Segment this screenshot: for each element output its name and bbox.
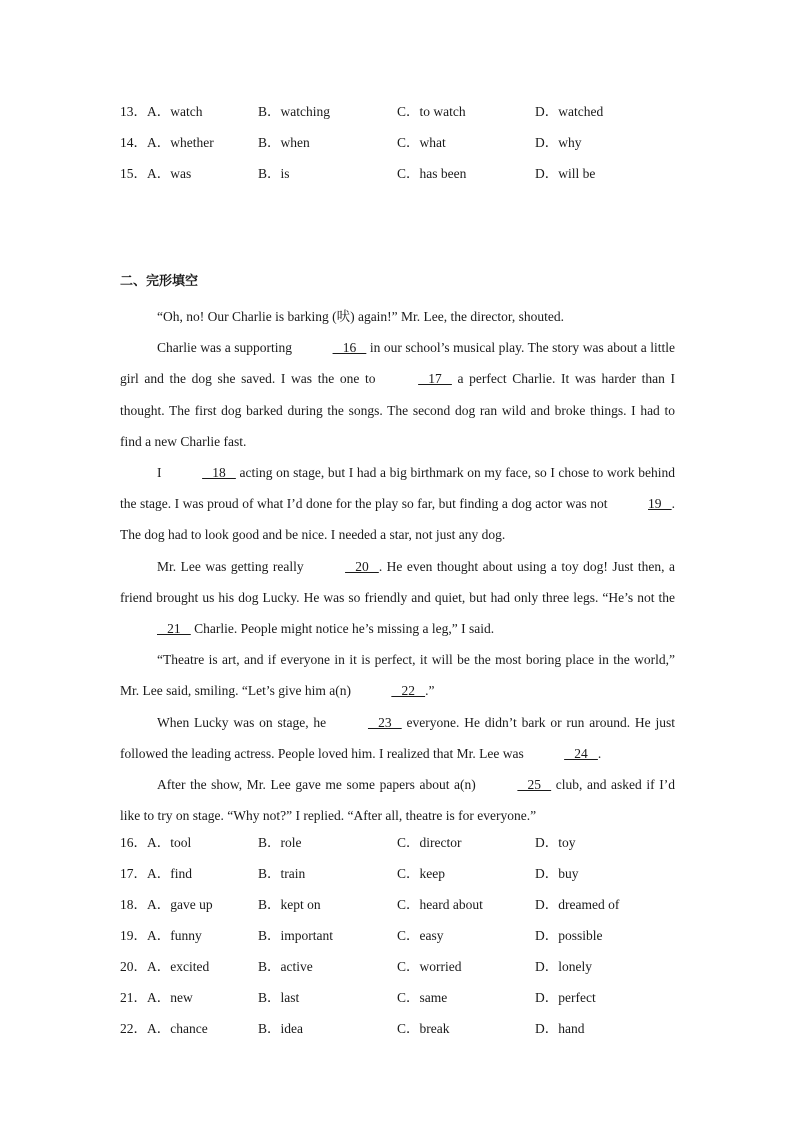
- option-b: B．last: [258, 990, 300, 1006]
- passage-paragraph: “Oh, no! Our Charlie is barking (吠) again!” Mr. Lee, the director, shouted.: [157, 309, 564, 324]
- option-d: D．toy: [535, 835, 576, 851]
- option-c: C．has been: [397, 166, 467, 181]
- passage-paragraph: I 18 acting on stage, but I had a big birthmark on my face, so I chose to work behind the stage. I was proud of what I’d done for the play so far, but finding a dog actor was not 19 . The dog had to look good and be nice. I needed a star, not just any dog.: [120, 457, 675, 551]
- option-b: B．train: [258, 866, 306, 882]
- option-row: [120, 862, 675, 893]
- option-row: [120, 131, 675, 162]
- blank-24: 24: [564, 745, 598, 761]
- passage-paragraph: Charlie was a supporting 16 in our school’s musical play. The story was about a little girl and the dog she saved. I was the one to 17 a perfect Charlie. It was harder than I thought. The first dog barked during the songs. The second dog ran wild and broke things. I had to find a new Charlie fast.: [120, 332, 675, 457]
- option-d: D．possible: [535, 928, 603, 944]
- option-row: [120, 831, 675, 862]
- option-row: [120, 955, 675, 986]
- option-d: D．why: [535, 135, 582, 150]
- option-b: B．idea: [258, 1021, 303, 1037]
- option-d: D．lonely: [535, 959, 592, 975]
- option-b: B．watching: [258, 104, 330, 119]
- option-b: B．active: [258, 959, 313, 975]
- option-a: 20．A．excited: [120, 959, 210, 975]
- passage-paragraph: “Theatre is art, and if everyone in it is perfect, it will be the most boring place in the world,” Mr. Lee said, smiling. “Let’s give him a(n) 22 .”: [120, 644, 675, 706]
- option-d: D．perfect: [535, 990, 596, 1006]
- option-b: B．important: [258, 928, 333, 944]
- options-top: [120, 100, 675, 193]
- exam-page: [120, 100, 675, 1048]
- blank-17: 17: [418, 371, 452, 387]
- option-row: [120, 924, 675, 955]
- option-row: [120, 893, 675, 924]
- section-title: 二、完形填空: [120, 274, 199, 289]
- option-a: 19．A．funny: [120, 928, 202, 944]
- option-d: D．watched: [535, 104, 604, 119]
- option-b: B．is: [258, 166, 290, 181]
- option-b: B．when: [258, 135, 310, 150]
- option-b: B．kept on: [258, 897, 321, 913]
- options-bottom: [120, 831, 675, 1048]
- option-row: [120, 1017, 675, 1048]
- option-row: [120, 162, 675, 193]
- blank-23: 23: [367, 714, 402, 730]
- option-a: 18．A．gave up: [120, 897, 213, 913]
- blank-18: 18: [202, 465, 236, 481]
- option-c: C．director: [397, 835, 462, 851]
- blank-16: 16: [332, 340, 367, 356]
- option-d: D．hand: [535, 1021, 585, 1037]
- option-b: B．role: [258, 835, 302, 851]
- option-c: C．what: [397, 135, 446, 150]
- option-a: 22．A．chance: [120, 1021, 208, 1037]
- passage-paragraph: Mr. Lee was getting really 20 . He even thought about using a toy dog! Just then, a friend brought us his dog Lucky. He was so friendly and quiet, but had only three legs. “He’s not the 21 Charlie. People might notice he’s missing a leg,” I said.: [120, 551, 675, 645]
- option-c: C．keep: [397, 866, 445, 882]
- option-a: 21．A．new: [120, 990, 193, 1006]
- option-row: [120, 986, 675, 1017]
- blank-25: 25: [517, 777, 552, 793]
- option-c: C．same: [397, 990, 448, 1006]
- option-row: [120, 100, 675, 131]
- option-c: C．easy: [397, 928, 444, 944]
- option-a: 15．A．was: [120, 166, 192, 181]
- option-c: C．heard about: [397, 897, 483, 913]
- blank-22: 22: [391, 683, 426, 699]
- option-a: 16．A．tool: [120, 835, 192, 851]
- option-d: D．dreamed of: [535, 897, 620, 913]
- option-c: C．worried: [397, 959, 462, 975]
- passage-paragraph: After the show, Mr. Lee gave me some papers about a(n) 25 club, and asked if I’d like to try on stage. “Why not?” I replied. “After all, theatre is for everyone.”: [120, 769, 675, 831]
- option-d: D．buy: [535, 866, 579, 882]
- passage-paragraph: When Lucky was on stage, he 23 everyone. He didn’t bark or run around. He just followed the leading actress. People loved him. I realized that Mr. Lee was 24 .: [120, 707, 675, 769]
- option-c: C．to watch: [397, 104, 466, 119]
- option-a: 17．A．find: [120, 866, 192, 882]
- blank-19: 19: [648, 496, 672, 512]
- option-a: 13．A．watch: [120, 104, 203, 119]
- option-d: D．will be: [535, 166, 596, 181]
- option-c: C．break: [397, 1021, 450, 1037]
- cloze-passage: [120, 301, 675, 831]
- option-a: 14．A．whether: [120, 135, 214, 150]
- blank-20: 20: [345, 558, 379, 574]
- blank-21: 21: [157, 621, 191, 637]
